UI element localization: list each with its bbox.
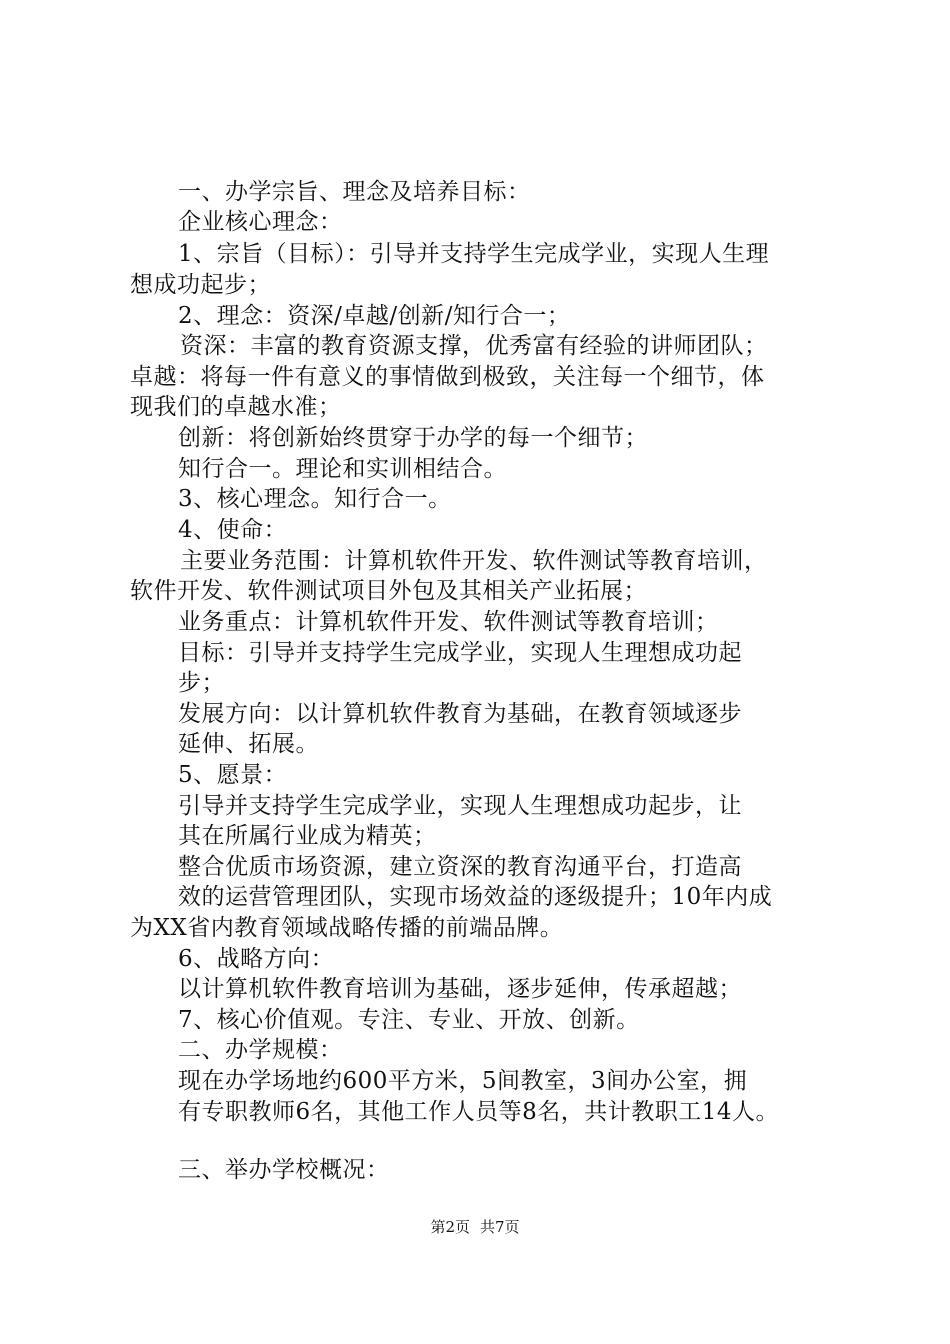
text-line: 3、核心理念。知行合一。 bbox=[178, 486, 452, 512]
text-line: 整合优质市场资源，建立资深的教育沟通平台，打造高 bbox=[178, 854, 742, 880]
text-line: 6、战略方向： bbox=[178, 946, 335, 972]
text-line: 2、理念：资深/卓越/创新/知行合一； bbox=[178, 303, 571, 329]
text-line: 效的运营管理团队，实现市场效益的逐级提升；10年内成 bbox=[178, 884, 773, 910]
text-line: 软件开发、软件测试项目外包及其相关产业拓展； bbox=[130, 578, 647, 604]
text-line: 想成功起步； bbox=[130, 272, 271, 298]
text-line: 目标：引导并支持学生完成学业，实现人生理想成功起 bbox=[178, 640, 742, 666]
text-line: 现我们的卓越水准； bbox=[130, 394, 342, 420]
section-heading-3: 三、举办学校概况： bbox=[178, 1157, 390, 1183]
page-number: 第2页 bbox=[430, 1218, 470, 1236]
text-line: 企业核心理念： bbox=[178, 209, 343, 235]
text-line: 5、愿景： bbox=[178, 762, 288, 788]
text-line: 为XX省内教育领域战略传播的前端品牌。 bbox=[130, 915, 564, 941]
total-pages: 共7页 bbox=[480, 1218, 520, 1236]
text-line: 1、宗旨（目标）：引导并支持学生完成学业，实现人生理 bbox=[178, 241, 770, 267]
text-line: 7、核心价值观。专注、专业、开放、创新。 bbox=[178, 1007, 640, 1033]
text-line: 资深：丰富的教育资源支撑，优秀富有经验的讲师团队； bbox=[180, 333, 768, 359]
text-line: 引导并支持学生完成学业，实现人生理想成功起步，让 bbox=[178, 793, 742, 819]
text-line: 发展方向：以计算机软件教育为基础，在教育领域逐步 bbox=[178, 701, 742, 727]
text-line: 以计算机软件教育培训为基础，逐步延伸，传承超越； bbox=[178, 976, 742, 1002]
text-line: 现在办学场地约600平方米，5间教室，3间办公室，拥 bbox=[178, 1068, 748, 1094]
text-line: 其在所属行业成为精英； bbox=[178, 823, 437, 849]
text-line: 延伸、拓展。 bbox=[178, 731, 319, 757]
text-line: 卓越：将每一件有意义的事情做到极致，关注每一个细节，体 bbox=[130, 364, 765, 390]
text-line: 知行合一。理论和实训相结合。 bbox=[178, 456, 507, 482]
section-heading-1: 一、办学宗旨、理念及培养目标： bbox=[178, 179, 531, 205]
section-heading-2: 二、办学规模： bbox=[178, 1037, 343, 1063]
text-line: 主要业务范围：计算机软件开发、软件测试等教育培训， bbox=[180, 548, 768, 574]
text-line: 有专职教师6名，其他工作人员等8名，共计教职工14人。 bbox=[178, 1099, 780, 1125]
text-line: 创新：将创新始终贯穿于办学的每一个细节； bbox=[178, 425, 648, 451]
text-line: 4、使命： bbox=[178, 517, 288, 543]
page-footer bbox=[0, 1217, 950, 1237]
text-line: 步； bbox=[178, 670, 225, 696]
text-line: 业务重点：计算机软件开发、软件测试等教育培训； bbox=[178, 609, 719, 635]
